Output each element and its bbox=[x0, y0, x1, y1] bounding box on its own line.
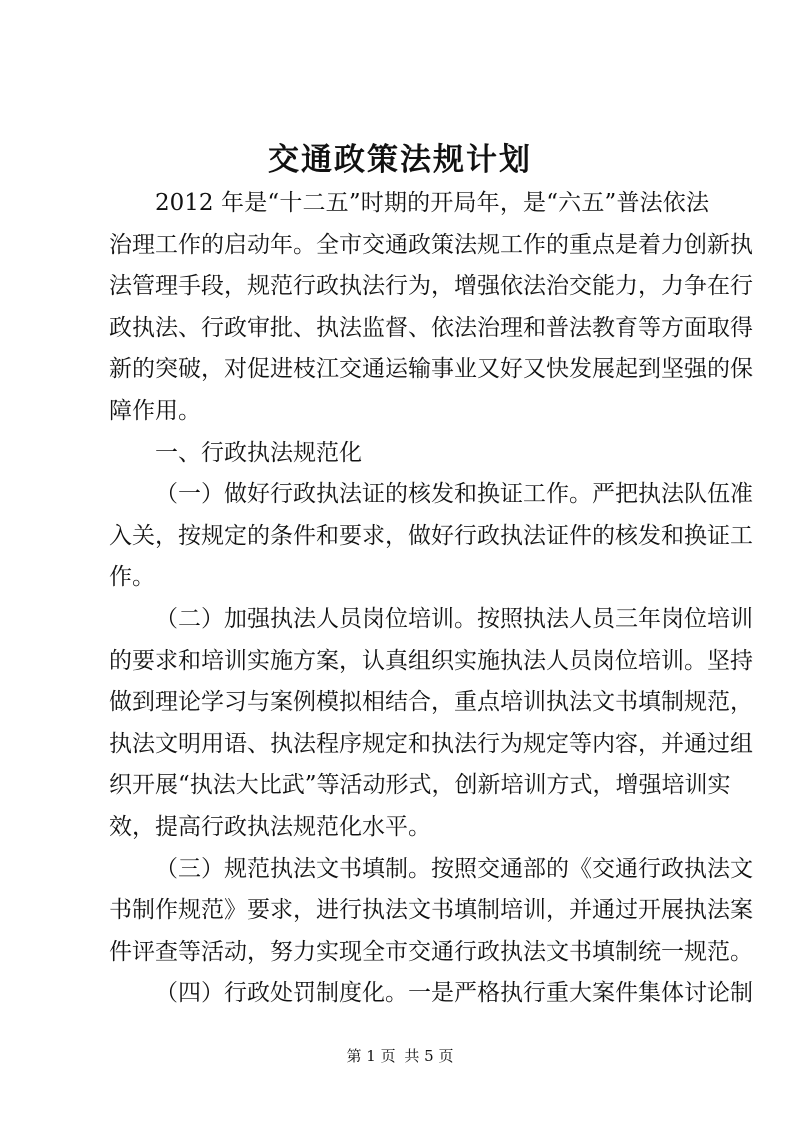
page-total: 共 5 页 bbox=[404, 1047, 454, 1065]
paragraph-intro bbox=[109, 183, 753, 433]
text-line: 入关，按规定的条件和要求，做好行政执法证件的核发和换证工 bbox=[109, 522, 753, 549]
paragraph-item-4 bbox=[109, 973, 753, 1015]
text-line: 执法文明用语、执法程序规定和执法行为规定等内容，并通过组 bbox=[109, 730, 753, 757]
page-number: 第 1 页 bbox=[346, 1047, 396, 1065]
text-line: （二）加强执法人员岗位培训。按照执法人员三年岗位培训 bbox=[155, 605, 753, 632]
text-line: 件评查等活动，努力实现全市交通行政执法文书填制统一规范。 bbox=[109, 938, 753, 965]
text-line: （三）规范执法文书填制。按照交通部的《交通行政执法文 bbox=[155, 855, 753, 882]
text-line: 做到理论学习与案例模拟相结合，重点培训执法文书填制规范， bbox=[109, 689, 753, 716]
text-line: 新的突破，对促进枝江交通运输事业又好又快发展起到坚强的保 bbox=[109, 356, 753, 383]
text-line: 作。 bbox=[109, 564, 155, 591]
text-line: 障作用。 bbox=[109, 397, 201, 424]
text-line: （一）做好行政执法证的核发和换证工作。严把执法队伍准 bbox=[155, 481, 753, 508]
text-line: 政执法、行政审批、执法监督、依法治理和普法教育等方面取得 bbox=[109, 314, 753, 341]
text-line: 治理工作的启动年。全市交通政策法规工作的重点是着力创新执 bbox=[109, 231, 753, 258]
paragraph-item-3 bbox=[109, 849, 753, 974]
text-line: （四）行政处罚制度化。一是严格执行重大案件集体讨论制 bbox=[155, 980, 753, 1007]
text-line: 织开展“执法大比武”等活动形式，创新培训方式，增强培训实 bbox=[109, 772, 731, 799]
text-line: 2012 年是“十二五”时期的开局年，是“六五”普法依法 bbox=[155, 190, 709, 216]
text-line: 书制作规范》要求，进行执法文书填制培训，并通过开展执法案 bbox=[109, 897, 753, 924]
text-line: 法管理手段，规范行政执法行为，增强依法治交能力，力争在行 bbox=[109, 273, 753, 300]
text-line: 一、行政执法规范化 bbox=[155, 439, 362, 466]
paragraph-item-2 bbox=[109, 599, 753, 849]
page-footer bbox=[0, 1046, 800, 1066]
section-heading bbox=[109, 433, 709, 475]
text-line: 的要求和培训实施方案，认真组织实施执法人员岗位培训。坚持 bbox=[109, 647, 753, 674]
paragraph-item-1 bbox=[109, 474, 753, 599]
text-line: 效，提高行政执法规范化水平。 bbox=[109, 813, 431, 840]
document-body bbox=[109, 183, 753, 1015]
document-title: 交通政策法规计划 bbox=[268, 142, 532, 178]
